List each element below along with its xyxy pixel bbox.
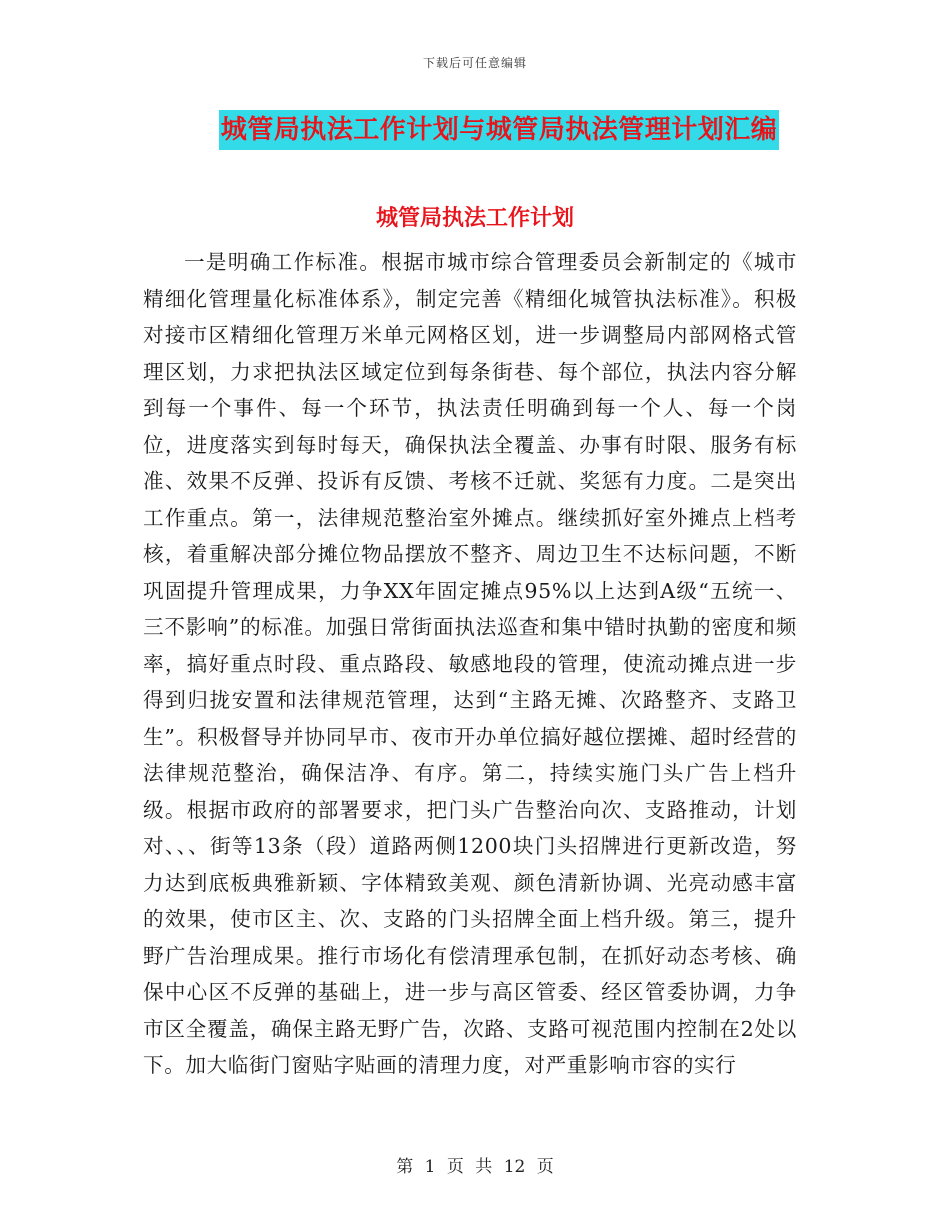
page-number-footer: 第 1 页 共 12 页 xyxy=(396,1157,554,1177)
body-paragraph: 一是明确工作标准。根据市城市综合管理委员会新制定的《城市精细化管理量化标准体系》，制定完善《精细化城管执法标准》。积极对接市区精细化管理万米单元网格区划，进一步调整局内部网格式管理区划，力求把执法区域定位到每条街巷、每个部位，执法内容分解到每一个事件、每一个环节，执法责任明确到每一个人、每一个岗位，进度落实到每时每天，确保执法全覆盖、办事有时限、服务有标准、效果不反弹、投诉有反馈、考核不迁就、奖惩有力度。二是突出工作重点。第一，法律规范整治室外摊点。继续抓好室外摊点上档考核，着重解决部分摊位物品摆放不整齐、周边卫生不达标问题，不断巩固提升管理成果，力争XX年固定摊点95%以上达到A级“五统一、三不影响”的标准。加强日常街面执法巡查和集中错时执勤的密度和频率，搞好重点时段、重点路段、敏感地段的管理，使流动摊点进一步得到归拢安置和法律规范管理，达到“主路无摊、次路整齐、支路卫生”。积极督导并协同早市、夜市开办单位搞好越位摆摊、超时经营的法律规范整治，确保洁净、有序。第二，持续实施门头广告上档升级。根据市政府的部署要求，把门头广告整治向次、支路推动，计划对、、、街等13条（段）道路两侧1200块门头招牌进行更新改造，努力达到底板典雅新颖、字体精致美观、颜色清新协调、光亮动感丰富的效果，使市区主、次、支路的门头招牌全面上档升级。第三，提升野广告治理成果。推行市场化有偿清理承包制，在抓好动态考核、确保中心区不反弹的基础上，进一步与高区管委、经区管委协调，力争市区全覆盖，确保主路无野广告，次路、支路可视范围内控制在2处以下。加大临街门窗贴字贴画的清理力度，对严重影响市容的实行 xyxy=(143,250,797,1077)
page-header-note: 下载后可任意编辑 xyxy=(422,56,527,70)
document-title: 城管局执法工作计划与城管局执法管理计划汇编 xyxy=(219,110,780,150)
section-title: 城管局执法工作计划 xyxy=(375,205,574,231)
document-title-wrapper xyxy=(0,110,950,150)
